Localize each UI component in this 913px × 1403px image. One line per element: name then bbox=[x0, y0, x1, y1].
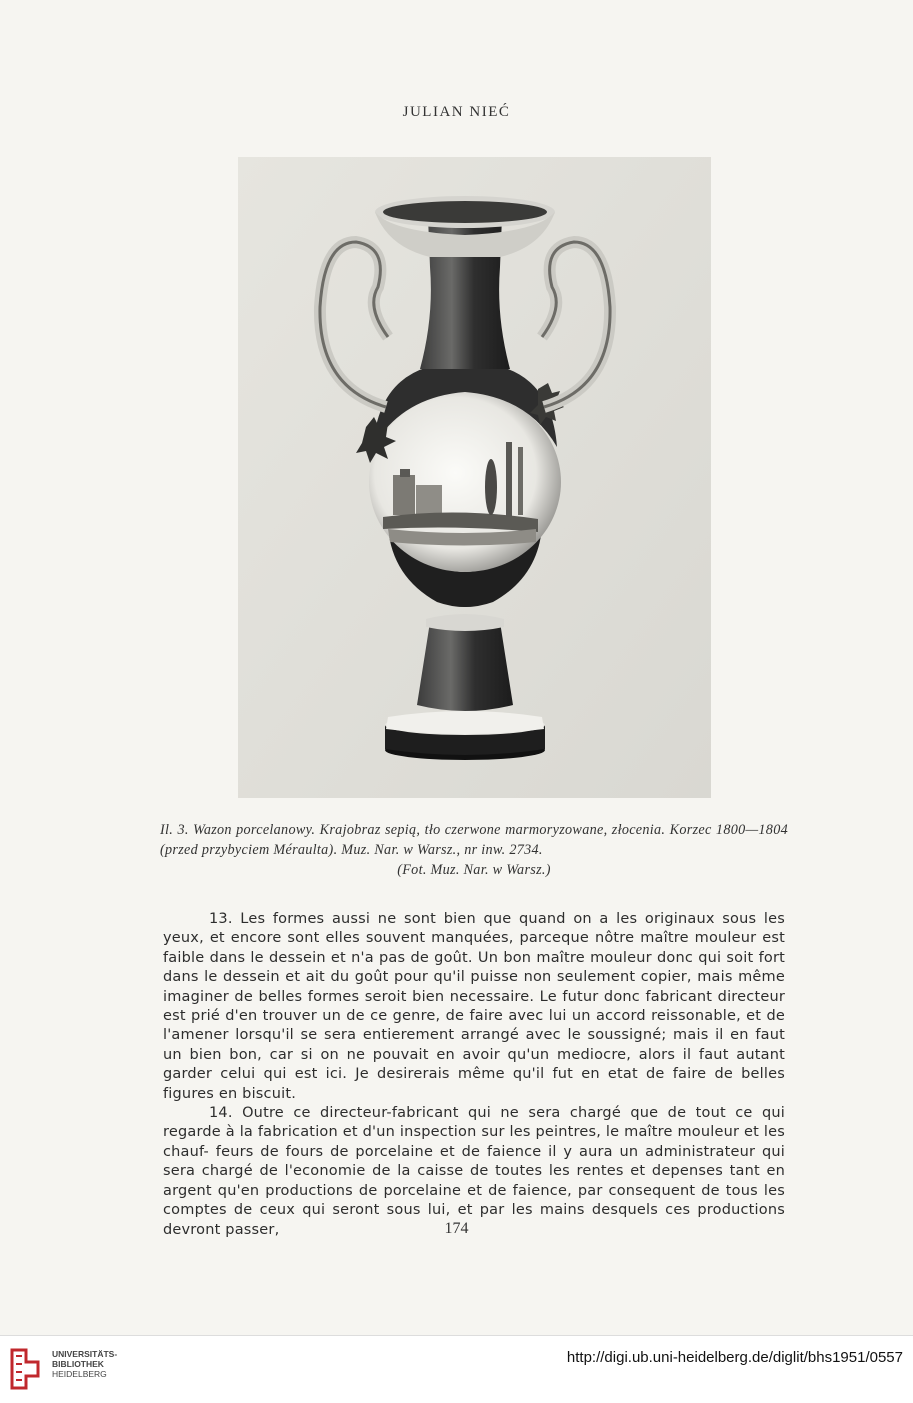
logo-line-1: UNIVERSITÄTS- bbox=[52, 1349, 118, 1359]
logo-line-2: BIBLIOTHEK bbox=[52, 1359, 104, 1369]
source-url-link[interactable]: http://digi.ub.uni-heidelberg.de/diglit/bhs1951/0557 bbox=[566, 1349, 903, 1366]
figure-caption bbox=[160, 820, 788, 880]
running-title: JULIAN NIEĆ bbox=[402, 104, 511, 120]
vase-photograph bbox=[238, 157, 711, 798]
library-seal-icon bbox=[10, 1346, 40, 1391]
caption-photo-credit: (Fot. Muz. Nar. w Warsz.) bbox=[397, 862, 551, 878]
logo-line-3: HEIDELBERG bbox=[52, 1369, 107, 1379]
page-number: 174 bbox=[444, 1220, 469, 1237]
paragraph-14: 14. Outre ce directeur-fabricant qui ne sera chargé que de tout ce qui regarde à la fabrication et d'un inspection sur les peintres, le maître mouleur et les chauf- feurs de fours de porcelaine et de faience il y aura un administrateur qui sera chargé de l'economie de la caisse de toutes les rentes et depenses tant en argent qu'en productions de porcelaine et de faience, par consequent de tous les comptes de ceux qui seront sous lui, et par les mains desquels ces productions devront passer, bbox=[163, 1105, 785, 1238]
body-text bbox=[163, 910, 785, 1240]
caption-line-1: Il. 3. Wazon porcelanowy. Krajobraz sepią, tło czerwone marmoryzowane, złocenia. bbox=[160, 822, 666, 838]
paragraph-13: 13. Les formes aussi ne sont bien que quand on a les originaux sous les yeux, et encore sont elles souvent manquées, parceque nôtre maître mouleur est faible dans le dessein et n'a pas de goût. Un bon maître mouleur donc qui soit fort dans le dessein et ait du goût pour qu'il puisse non seulement copier, mais même imaginer de belles formes seroit bien necessaire. Le futur donc fabricant directeur est prié d'en trouver un de ce genre, de faire avec lui un accord reissonable, et de l'amener lorsqu'il se sera entierement arrangé avec le soussigné; mais il en faut un bien bon, car si on ne pouvait en avoir qu'un mediocre, alors il faut autant garder celui qui est ici. Je desirerais même qu'il fut en etat de faire de belles figures en biscuit. bbox=[163, 911, 785, 1102]
viewer-footer bbox=[0, 1335, 913, 1403]
library-logo[interactable] bbox=[10, 1346, 170, 1391]
caption-line-2: Korzec 1800—1804 (przed przybyciem Méraulta). Muz. Nar. w Warsz., nr inw. 2734. bbox=[160, 822, 788, 858]
